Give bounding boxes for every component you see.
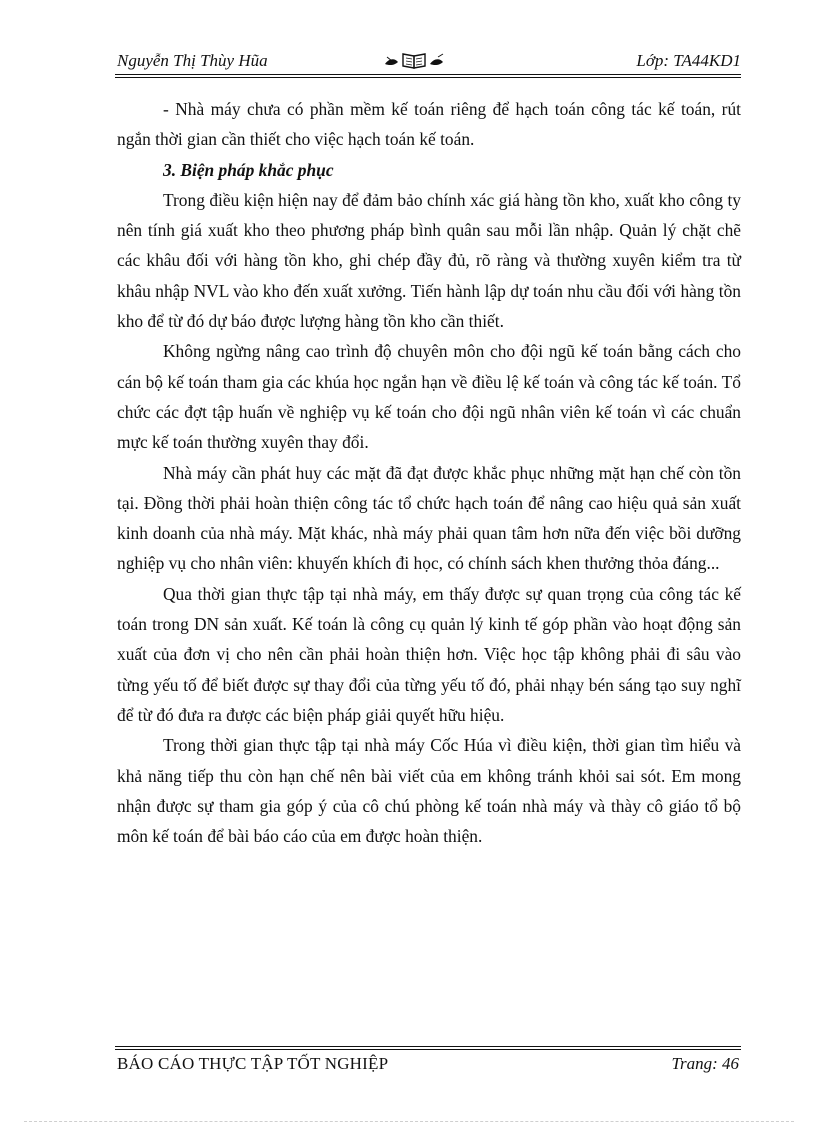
header-divider: [115, 74, 741, 75]
paragraph: Nhà máy cần phát huy các mặt đã đạt được khắc phục những mặt hạn chế còn tồn tại. Đồng thời phải hoàn thiện công tác tổ chức hạch toán để nâng cao hiệu quả sản xuất kinh doanh của nhà máy. Mặt khác, nhà máy phải quan tâm hơn nữa đến việc bồi dưỡng nghiệp vụ cho nhân viên: khuyến khích đi học, có chính sách khen thưởng thỏa đáng...: [117, 462, 741, 574]
report-body: [117, 94, 741, 851]
footer-divider: [115, 1046, 741, 1047]
footer-divider-secondary: [115, 1049, 741, 1050]
paragraph: Trong thời gian thực tập tại nhà máy Cốc Húa vì điều kiện, thời gian tìm hiểu và khả năng tiếp thu còn hạn chế nên bài viết của em không tránh khỏi sai sót. Em mong nhận được sự tham gia góp ý của cô chú phòng kế toán nhà máy và thày cô giáo tổ bộ môn kế toán để bài báo cáo của em được hoàn thiện.: [117, 735, 741, 847]
section-heading: 3. Biện pháp khắc phục: [163, 159, 334, 180]
intro-paragraph: - Nhà máy chưa có phần mềm kế toán riêng để hạch toán công tác kế toán, rút ngắn thời gian cần thiết cho việc hạch toán kế toán.: [117, 99, 741, 150]
report-title: BÁO CÁO THỰC TẬP TỐT NGHIỆP: [117, 1054, 389, 1073]
paragraph: Không ngừng nâng cao trình độ chuyên môn cho đội ngũ kế toán bằng cách cho cán bộ kế toán tham gia các khúa học ngắn hạn về điều lệ kế toán và công tác kế toán. Tổ chức các đợt tập huấn về nghiệp vụ kế toán cho đội ngũ nhân viên kế toán vì các chuẩn mực kế toán thường xuyên thay đổi.: [117, 341, 741, 453]
author-name: Nguyễn Thị Thùy Hũa: [117, 51, 268, 70]
page-edge: [24, 1121, 794, 1122]
page-number: Trang: 46: [671, 1054, 739, 1073]
page-footer: [115, 1054, 741, 1078]
paragraph: Trong điều kiện hiện nay để đảm bảo chính xác giá hàng tồn kho, xuất kho công ty nên tính giá xuất kho theo phương pháp bình quân sau mỗi lần nhập. Quản lý chặt chẽ các khâu đối với hàng tồn kho, ghi chép đầy đủ, rõ ràng và thường xuyên kiểm tra từ khâu nhập NVL vào kho đến xuất xưởng. Tiến hành lập dự toán nhu cầu đối với hàng tồn kho để từ đó dự báo được lượng hàng tồn kho cần thiết.: [117, 189, 741, 332]
header-divider-secondary: [115, 77, 741, 78]
class-code: Lớp: TA44KD1: [636, 51, 741, 70]
page-header: [115, 49, 741, 73]
book-ornament-icon: [383, 49, 447, 71]
paragraph: Qua thời gian thực tập tại nhà máy, em thấy được sự quan trọng của công tác kế toán trong DN sản xuất. Kế toán là công cụ quản lý kinh tế góp phần vào hoạt động sản xuất của đơn vị cho nên cần phải hoàn thiện hơn. Việc học tập không phải đi sâu vào từng yếu tố để biết được sự thay đổi của từng yếu tố đó, phải nhạy bén sáng tạo suy nghĩ để từ đó đưa ra được các biện pháp giải quyết hữu hiệu.: [117, 583, 741, 725]
